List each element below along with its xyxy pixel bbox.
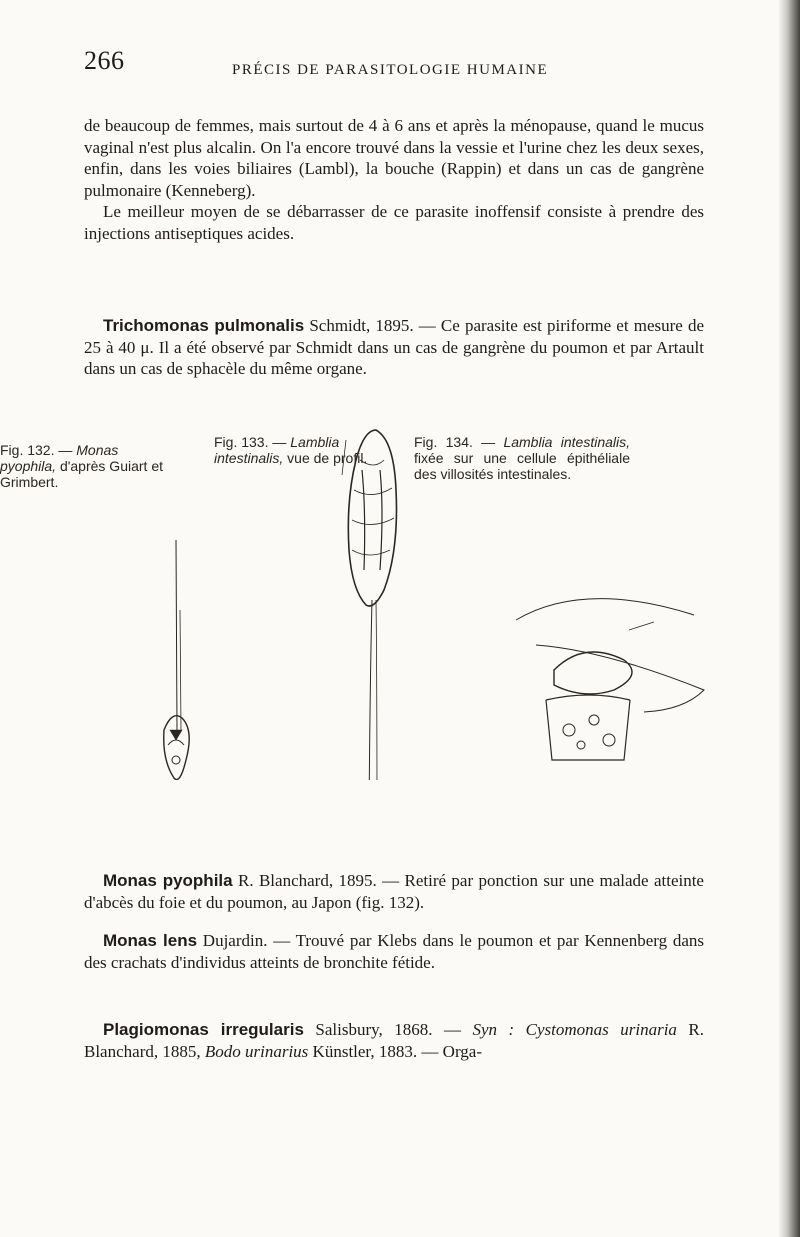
figure-caption-134 <box>414 434 630 482</box>
caption-label: Fig. 134. — <box>414 434 496 450</box>
fig-134-drawing <box>516 599 704 760</box>
figure-caption-133 <box>214 434 376 466</box>
fig-133-drawing <box>342 430 397 780</box>
species-name: Monas lens <box>103 931 198 950</box>
paragraph-plagiomonas-irregularis <box>84 1019 704 1062</box>
paragraph-text: Schmidt, 1895. — Ce parasite est piriforme et mesure de 25 à 40 μ. Il a été observé par Schmidt dans un cas de gangrène du poumon et par Artault dans un cas de sphacèle du même organe. <box>84 316 705 378</box>
caption-species: Lamblia intestinalis, <box>214 434 340 466</box>
synonym-label: Syn : <box>472 1020 515 1039</box>
caption-text: d'après Guiart et Grimbert. <box>0 458 163 490</box>
paragraph-trichomonas-pulmonalis <box>84 315 704 380</box>
paragraph-text: R. Blanchard, 1885, <box>84 1020 704 1061</box>
species-name: Plagiomonas irregularis <box>103 1020 304 1039</box>
page-number: 266 <box>84 46 125 75</box>
caption-species: Lamblia intestinalis, <box>503 434 630 450</box>
page-edge-shadow <box>778 0 800 1237</box>
caption-text: vue de profil. <box>287 450 368 466</box>
paragraph-trichomonas-vaginalis-end <box>84 115 704 244</box>
synonym-name: Cystomonas urinaria <box>525 1020 677 1039</box>
paragraph-text: Dujardin. — Trouvé par Klebs dans le poumon et par Kennenberg dans des crachats d'individus atteints de bronchite fétide. <box>84 931 705 972</box>
caption-species: Monas pyophila, <box>0 442 119 474</box>
species-name: Trichomonas pulmonalis <box>103 316 305 335</box>
caption-label: Fig. 132. — <box>0 442 73 458</box>
page-header <box>84 46 704 86</box>
species-name: Monas pyophila <box>103 871 233 890</box>
caption-text: fixée sur une cellule épithéliale des villosités intestinales. <box>414 450 630 482</box>
paragraph-monas-pyophila <box>84 870 704 913</box>
paragraph-text: R. Blanchard, 1895. — Retiré par ponction sur une malade atteinte d'abcès du foie et du poumon, au Japon (fig. 132). <box>84 871 704 912</box>
paragraph-text: Salisbury, 1868. — <box>315 1020 461 1039</box>
figure-caption-132 <box>0 442 168 490</box>
paragraph-text: Le meilleur moyen de se débarrasser de ce parasite inoffensif consiste à prendre des injections antiseptiques acides. <box>84 202 704 243</box>
synonym-name: Bodo urinarius <box>204 1041 309 1061</box>
fig-132-drawing <box>164 540 189 780</box>
caption-label: Fig. 133. — <box>214 434 287 450</box>
paragraph-text: Künstler, 1883. — Orga- <box>312 1041 482 1061</box>
paragraph-monas-lens <box>84 930 704 973</box>
running-head: PRÉCIS DE PARASITOLOGIE HUMAINE <box>232 62 549 78</box>
paragraph-text: de beaucoup de femmes, mais surtout de 4 à 6 ans et après la ménopause, quand le mucus vaginal n'est plus alcalin. On l'a encore trouvé dans la vessie et l'urine chez les deux sexes, enfin, dans les voies biliaires (Lambl), la bouche (Rappin) et dans un cas de gangrène pulmonaire (Kenneberg). <box>84 116 704 200</box>
